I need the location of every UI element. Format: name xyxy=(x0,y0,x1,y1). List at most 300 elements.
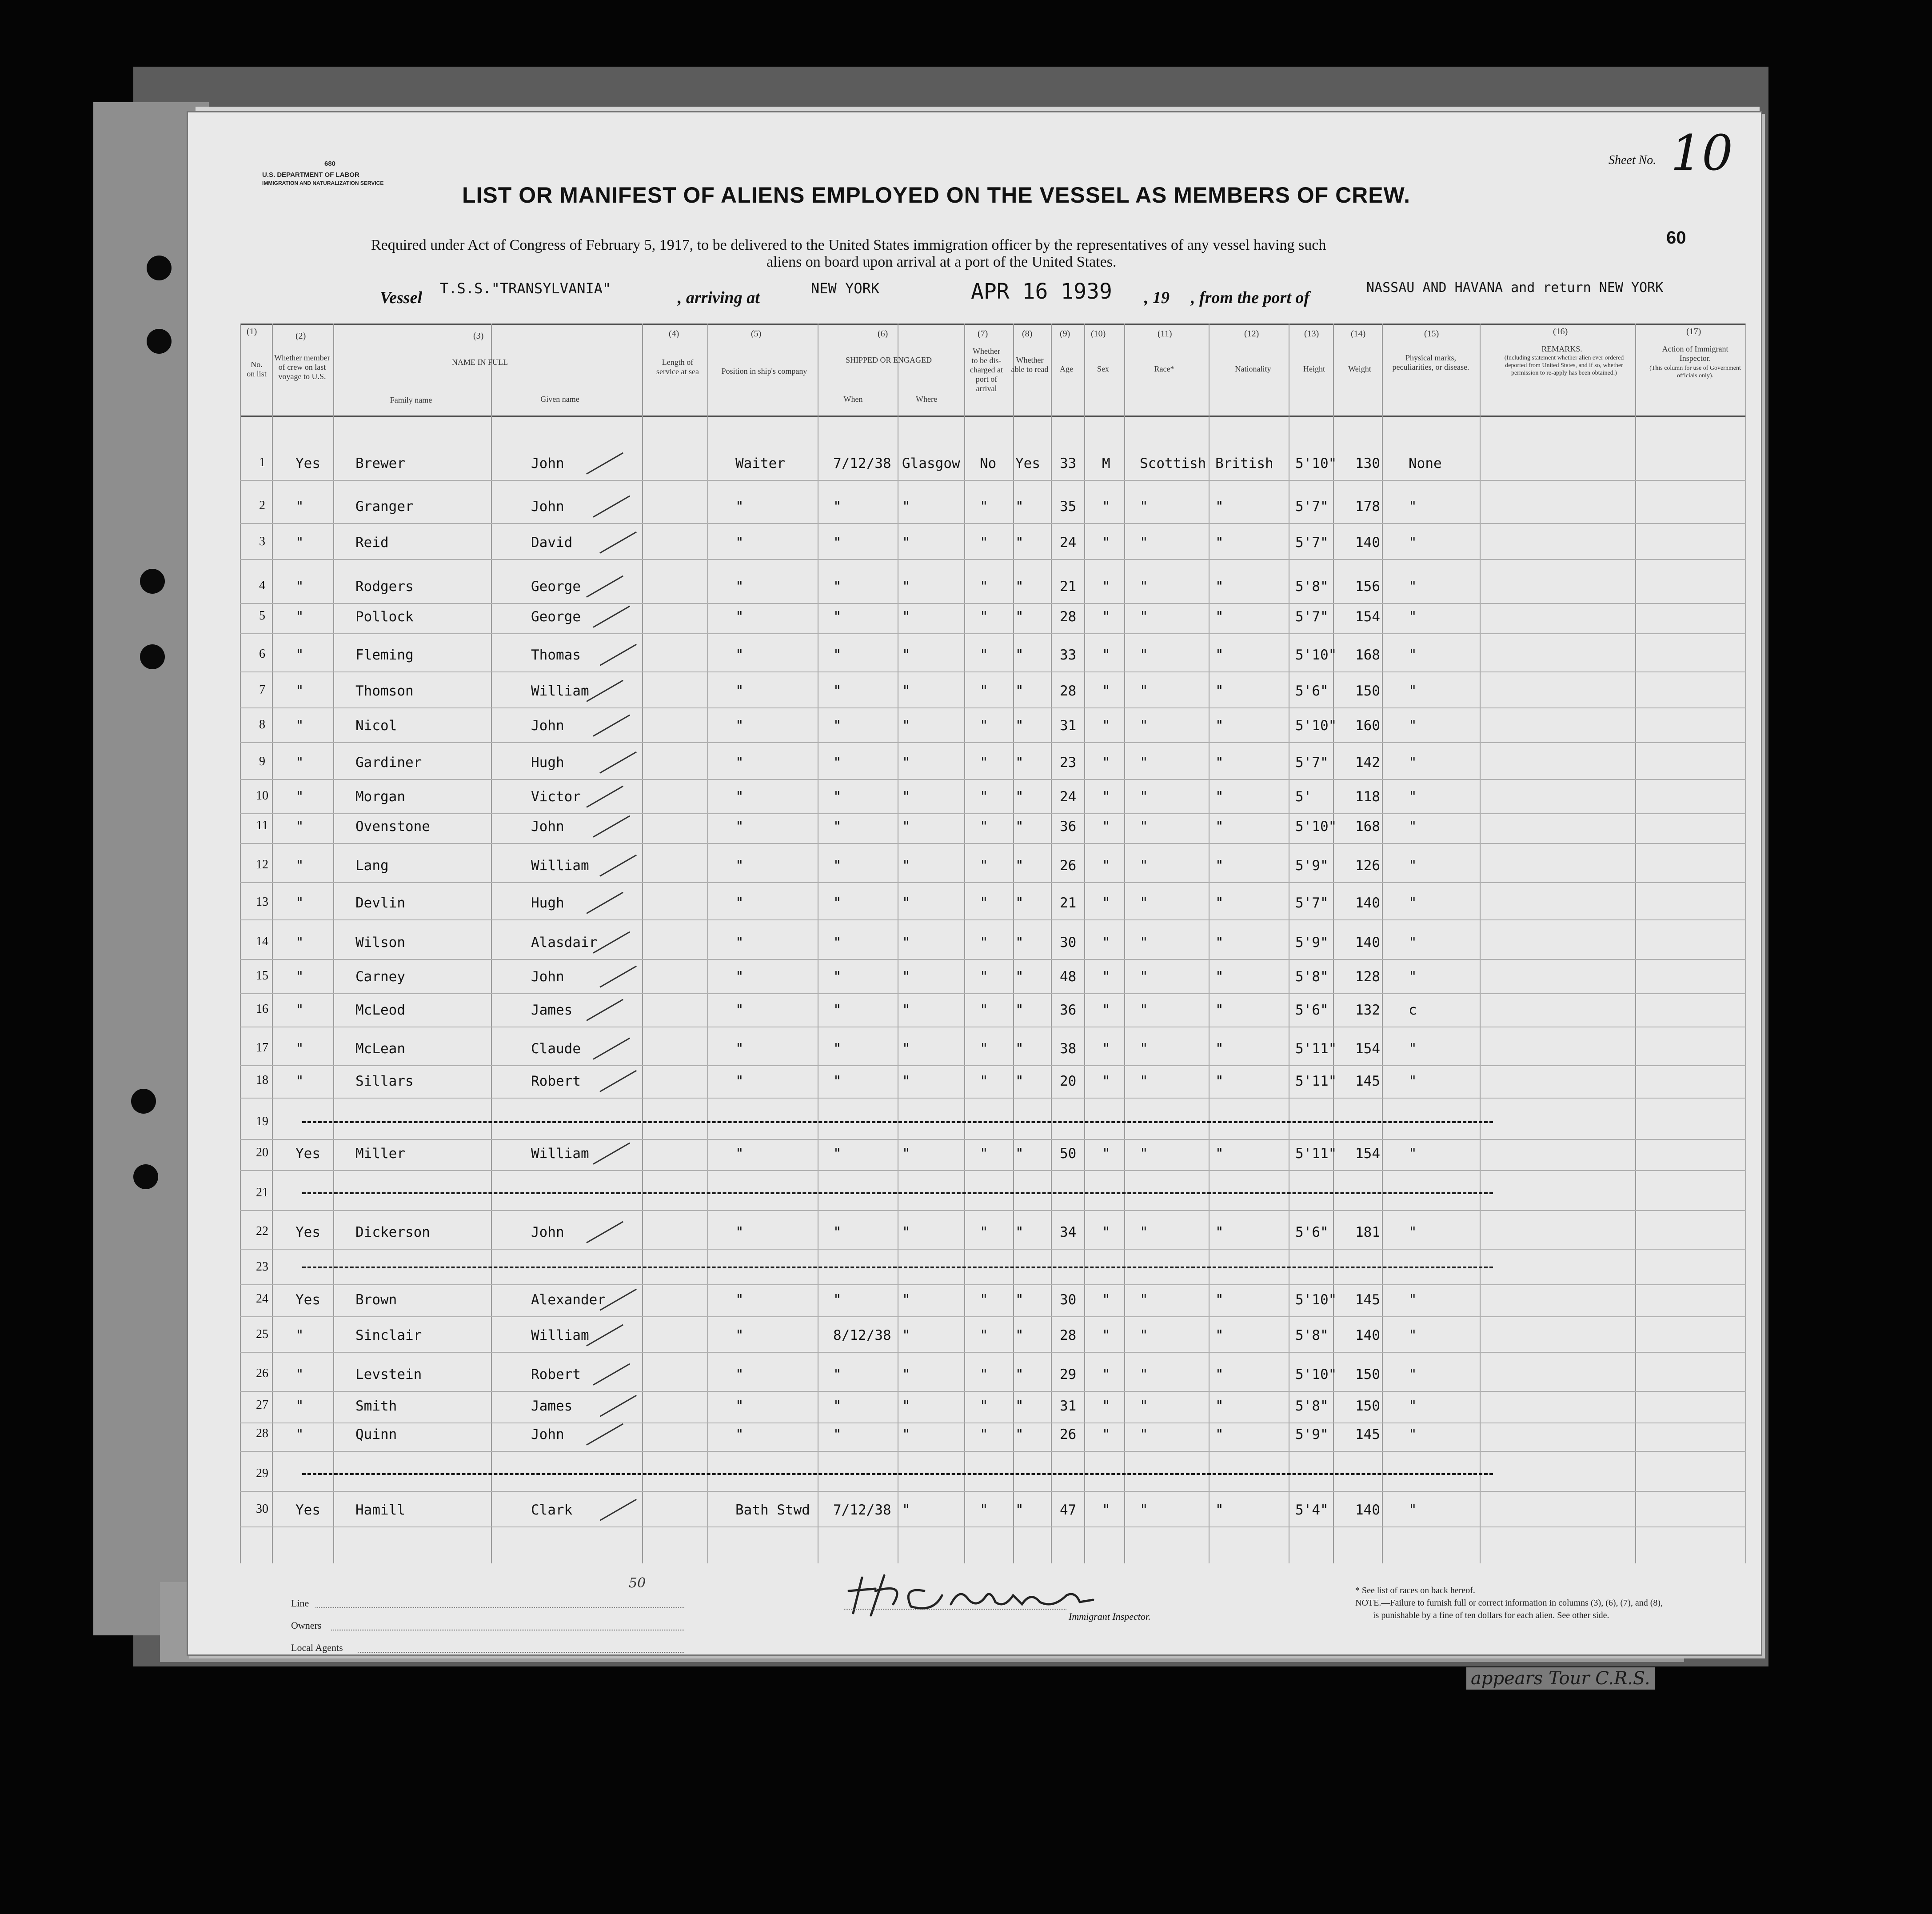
position: " xyxy=(735,789,744,805)
height: 5'11" xyxy=(1295,1146,1337,1162)
age: 24 xyxy=(1060,789,1077,805)
shipped-when: " xyxy=(833,1002,842,1018)
year-label: , 19 xyxy=(1144,288,1170,307)
given-name: Hugh xyxy=(531,895,564,911)
height: 5'10" xyxy=(1295,647,1337,663)
race: " xyxy=(1140,535,1148,551)
weight: 140 xyxy=(1355,535,1380,551)
sex: M xyxy=(1102,456,1110,472)
crew-member-flag: " xyxy=(295,789,304,805)
crew-member-flag: Yes xyxy=(295,456,320,472)
nationality: " xyxy=(1215,1146,1224,1162)
physical-marks: " xyxy=(1409,969,1417,985)
col-num-2: (2) xyxy=(295,331,306,341)
discharged: " xyxy=(980,579,988,595)
sex: " xyxy=(1102,789,1110,805)
physical-marks: c xyxy=(1409,1002,1417,1018)
col-head-position: Position in ship's company xyxy=(721,367,807,376)
subtitle-line-2: aliens on board upon arrival at a port of the United States. xyxy=(766,254,1117,270)
crew-member-flag: " xyxy=(295,499,304,515)
able-to-read: " xyxy=(1015,647,1024,663)
col-num-11: (11) xyxy=(1158,329,1172,339)
row-number: 24 xyxy=(256,1292,268,1306)
able-to-read: " xyxy=(1015,535,1024,551)
physical-marks: " xyxy=(1409,535,1417,551)
grid-line xyxy=(240,324,241,1563)
vessel-label: Vessel xyxy=(380,288,422,307)
sheet-no-label: Sheet No. xyxy=(1609,153,1657,167)
shipped-where: " xyxy=(902,755,910,771)
age: 31 xyxy=(1060,1398,1077,1414)
family-name: Hamill xyxy=(355,1502,405,1518)
given-name: John xyxy=(531,1224,564,1240)
shipped-where: " xyxy=(902,819,910,835)
row-number: 3 xyxy=(259,535,265,548)
row-rule xyxy=(240,1352,1746,1353)
nationality: " xyxy=(1215,789,1224,805)
grid-line xyxy=(1745,324,1746,1563)
family-name: Rodgers xyxy=(355,579,414,595)
nationality: " xyxy=(1215,1002,1224,1018)
sex: " xyxy=(1102,1224,1110,1240)
family-name: Levstein xyxy=(355,1367,422,1383)
able-to-read: " xyxy=(1015,789,1024,805)
col-num-4: (4) xyxy=(669,329,679,339)
weight: 128 xyxy=(1355,969,1380,985)
height: 5'8" xyxy=(1295,1398,1329,1414)
crew-member-flag: " xyxy=(295,895,304,911)
shipped-when: " xyxy=(833,683,842,699)
race: " xyxy=(1140,789,1148,805)
crew-member-flag: " xyxy=(295,1002,304,1018)
physical-marks: " xyxy=(1409,819,1417,835)
nationality: " xyxy=(1215,1292,1224,1308)
family-name: McLean xyxy=(355,1041,405,1057)
height: 5'9" xyxy=(1295,1427,1329,1442)
shipped-where: " xyxy=(902,935,910,951)
height: 5'9" xyxy=(1295,935,1329,951)
discharged: " xyxy=(980,1002,988,1018)
weight: 154 xyxy=(1355,1146,1380,1162)
shipped-when: " xyxy=(833,858,842,874)
race: " xyxy=(1140,1327,1148,1343)
family-name: Thomson xyxy=(355,683,414,699)
weight: 150 xyxy=(1355,683,1380,699)
col-num-17: (17) xyxy=(1686,327,1701,336)
crew-member-flag: Yes xyxy=(295,1146,320,1162)
sex: " xyxy=(1102,895,1110,911)
col-num-13: (13) xyxy=(1304,329,1319,339)
given-name: William xyxy=(531,683,589,699)
row-number: 28 xyxy=(256,1427,268,1440)
crew-member-flag: Yes xyxy=(295,1502,320,1518)
physical-marks: " xyxy=(1409,609,1417,625)
age: 30 xyxy=(1060,935,1077,951)
family-name: Morgan xyxy=(355,789,405,805)
physical-marks: " xyxy=(1409,579,1417,595)
col-head-read: Whether able to read xyxy=(1011,356,1049,374)
shipped-when: " xyxy=(833,1292,842,1308)
physical-marks: None xyxy=(1409,456,1442,472)
arriving-label: , arriving at xyxy=(678,288,760,307)
agency-line-2: IMMIGRATION AND NATURALIZATION SERVICE xyxy=(262,180,384,186)
grid-line xyxy=(1124,324,1125,1563)
height: 5'6" xyxy=(1295,1224,1329,1240)
row-number: 26 xyxy=(256,1367,268,1380)
row-number: 29 xyxy=(256,1466,268,1480)
sex: " xyxy=(1102,935,1110,951)
shipped-when: 8/12/38 xyxy=(833,1327,891,1343)
race: " xyxy=(1140,1502,1148,1518)
age: 36 xyxy=(1060,819,1077,835)
nationality: " xyxy=(1215,935,1224,951)
footer-agents-label: Local Agents xyxy=(291,1642,343,1653)
discharged: " xyxy=(980,1502,988,1518)
crew-member-flag: " xyxy=(295,718,304,734)
row-number: 13 xyxy=(256,895,268,909)
given-name: George xyxy=(531,579,581,595)
able-to-read: " xyxy=(1015,1224,1024,1240)
age: 28 xyxy=(1060,609,1077,625)
sex: " xyxy=(1102,718,1110,734)
height: 5'4" xyxy=(1295,1502,1329,1518)
nationality: " xyxy=(1215,895,1224,911)
row-rule xyxy=(240,1526,1746,1527)
family-name: Sinclair xyxy=(355,1327,422,1343)
tally-note: 50 xyxy=(629,1575,646,1591)
cancel-line xyxy=(302,1192,1493,1194)
able-to-read: " xyxy=(1015,1002,1024,1018)
row-rule xyxy=(240,1391,1746,1392)
row-number: 25 xyxy=(256,1327,268,1341)
sex: " xyxy=(1102,1292,1110,1308)
shipped-where: " xyxy=(902,1502,910,1518)
age: 28 xyxy=(1060,683,1077,699)
position: " xyxy=(735,1398,744,1414)
able-to-read: " xyxy=(1015,1427,1024,1442)
physical-marks: " xyxy=(1409,1041,1417,1057)
height: 5'11" xyxy=(1295,1041,1337,1057)
given-name: William xyxy=(531,1327,589,1343)
given-name: John xyxy=(531,969,564,985)
row-number: 30 xyxy=(256,1502,268,1516)
physical-marks: " xyxy=(1409,1224,1417,1240)
family-name: Smith xyxy=(355,1398,397,1414)
shipped-when: " xyxy=(833,718,842,734)
grid-line xyxy=(1013,324,1014,1563)
row-rule xyxy=(240,1065,1746,1066)
given-name: James xyxy=(531,1398,573,1414)
crew-member-flag: " xyxy=(295,1398,304,1414)
given-name: Clark xyxy=(531,1502,573,1518)
family-name: Dickerson xyxy=(355,1224,430,1240)
penalty-note-2: is punishable by a fine of ten dollars for each alien. See other side. xyxy=(1373,1610,1609,1620)
family-name: Reid xyxy=(355,535,389,551)
position: " xyxy=(735,819,744,835)
discharged: " xyxy=(980,1292,988,1308)
row-number: 6 xyxy=(259,647,265,661)
nationality: " xyxy=(1215,1367,1224,1383)
col-head-given: Given name xyxy=(540,395,579,404)
punch-hole-3 xyxy=(140,569,165,594)
given-name: Alasdair xyxy=(531,935,598,951)
race: " xyxy=(1140,647,1148,663)
weight: 140 xyxy=(1355,895,1380,911)
row-rule xyxy=(240,1139,1746,1140)
race: " xyxy=(1140,1073,1148,1089)
footer-line-dots xyxy=(315,1607,684,1608)
discharged: " xyxy=(980,535,988,551)
weight: 156 xyxy=(1355,579,1380,595)
weight: 154 xyxy=(1355,1041,1380,1057)
race: " xyxy=(1140,969,1148,985)
age: 47 xyxy=(1060,1502,1077,1518)
sex: " xyxy=(1102,683,1110,699)
nationality: " xyxy=(1215,1502,1224,1518)
agency-line-1: U.S. DEPARTMENT OF LABOR xyxy=(262,171,359,179)
grid-line xyxy=(707,324,708,1563)
crew-member-flag: " xyxy=(295,1041,304,1057)
cancel-line xyxy=(302,1473,1493,1475)
punch-hole-4 xyxy=(140,644,165,669)
shipped-when: " xyxy=(833,535,842,551)
family-name: Fleming xyxy=(355,647,414,663)
row-rule xyxy=(240,993,1746,994)
shipped-when: " xyxy=(833,1073,842,1089)
nationality: " xyxy=(1215,718,1224,734)
nationality: " xyxy=(1215,858,1224,874)
given-name: Victor xyxy=(531,789,581,805)
weight: 181 xyxy=(1355,1224,1380,1240)
race: " xyxy=(1140,1041,1148,1057)
crew-member-flag: Yes xyxy=(295,1292,320,1308)
physical-marks: " xyxy=(1409,1327,1417,1343)
weight: 126 xyxy=(1355,858,1380,874)
discharged: " xyxy=(980,718,988,734)
family-name: Sillars xyxy=(355,1073,414,1089)
row-number: 4 xyxy=(259,579,265,592)
shipped-when: 7/12/38 xyxy=(833,1502,891,1518)
family-name: Brewer xyxy=(355,456,405,472)
physical-marks: " xyxy=(1409,935,1417,951)
arrival-date-stamp: APR 16 1939 xyxy=(971,279,1112,304)
row-rule xyxy=(240,779,1746,780)
race: " xyxy=(1140,1292,1148,1308)
sex: " xyxy=(1102,1041,1110,1057)
crew-member-flag: " xyxy=(295,579,304,595)
position: Waiter xyxy=(735,456,785,472)
position: " xyxy=(735,1041,744,1057)
physical-marks: " xyxy=(1409,1427,1417,1442)
shipped-where: " xyxy=(902,1002,910,1018)
grid-line xyxy=(491,324,492,1563)
shipped-where: " xyxy=(902,1292,910,1308)
row-rule xyxy=(240,1491,1746,1492)
grid-line xyxy=(1480,324,1481,1563)
position: " xyxy=(735,1367,744,1383)
col-num-6: (6) xyxy=(878,329,888,339)
age: 34 xyxy=(1060,1224,1077,1240)
shipped-where: " xyxy=(902,1327,910,1343)
physical-marks: " xyxy=(1409,647,1417,663)
col-head-action-note: (This column for use of Government officials only). xyxy=(1649,365,1741,379)
physical-marks: " xyxy=(1409,718,1417,734)
nationality: British xyxy=(1215,456,1273,472)
shipped-where: " xyxy=(902,1041,910,1057)
shipped-when: " xyxy=(833,647,842,663)
discharged: " xyxy=(980,609,988,625)
crew-member-flag: " xyxy=(295,609,304,625)
nationality: " xyxy=(1215,1427,1224,1442)
position: Bath Stwd xyxy=(735,1502,810,1518)
given-name: John xyxy=(531,718,564,734)
height: 5'7" xyxy=(1295,755,1329,771)
shipped-where: " xyxy=(902,789,910,805)
grid-line xyxy=(1635,324,1636,1563)
sex: " xyxy=(1102,1367,1110,1383)
col-num-8: (8) xyxy=(1022,329,1033,339)
able-to-read: " xyxy=(1015,609,1024,625)
row-number: 23 xyxy=(256,1260,268,1274)
row-number: 21 xyxy=(256,1186,268,1199)
shipped-when: " xyxy=(833,1427,842,1442)
able-to-read: " xyxy=(1015,1398,1024,1414)
height: 5'7" xyxy=(1295,499,1329,515)
row-rule xyxy=(240,1284,1746,1285)
sex: " xyxy=(1102,1146,1110,1162)
inspector-label: Immigrant Inspector. xyxy=(1069,1611,1151,1622)
family-name: Carney xyxy=(355,969,405,985)
family-name: Devlin xyxy=(355,895,405,911)
position: " xyxy=(735,1146,744,1162)
row-rule xyxy=(240,843,1746,844)
position: " xyxy=(735,647,744,663)
shipped-where: " xyxy=(902,895,910,911)
weight: 178 xyxy=(1355,499,1380,515)
row-number: 9 xyxy=(259,755,265,768)
nationality: " xyxy=(1215,755,1224,771)
inspector-dots xyxy=(844,1609,1066,1610)
weight: 118 xyxy=(1355,789,1380,805)
shipped-when: " xyxy=(833,579,842,595)
col-head-age: Age xyxy=(1060,364,1073,373)
shipped-where: " xyxy=(902,1398,910,1414)
margin-handwritten-note: appears Tour C.R.S. xyxy=(1466,1667,1655,1690)
col-num-12: (12) xyxy=(1244,329,1259,339)
given-name: William xyxy=(531,1146,589,1162)
shipped-when: " xyxy=(833,1367,842,1383)
race: " xyxy=(1140,819,1148,835)
able-to-read: " xyxy=(1015,819,1024,835)
physical-marks: " xyxy=(1409,1367,1417,1383)
physical-marks: " xyxy=(1409,683,1417,699)
crew-member-flag: " xyxy=(295,935,304,951)
family-name: Ovenstone xyxy=(355,819,430,835)
shipped-when: " xyxy=(833,969,842,985)
col-head-remarks: REMARKS. xyxy=(1541,344,1582,353)
sex: " xyxy=(1102,1427,1110,1442)
physical-marks: " xyxy=(1409,1398,1417,1414)
able-to-read: " xyxy=(1015,895,1024,911)
age: 35 xyxy=(1060,499,1077,515)
able-to-read: " xyxy=(1015,1292,1024,1308)
col-head-family: Family name xyxy=(390,396,432,404)
footer-owners-label: Owners xyxy=(291,1620,322,1631)
grid-line xyxy=(1051,324,1052,1563)
penalty-note-1: NOTE.—Failure to furnish full or correct information in columns (3), (6), (7), and (8), xyxy=(1355,1598,1663,1608)
nationality: " xyxy=(1215,1041,1224,1057)
discharged: " xyxy=(980,647,988,663)
row-number: 12 xyxy=(256,858,268,871)
physical-marks: " xyxy=(1409,499,1417,515)
weight: 160 xyxy=(1355,718,1380,734)
shipped-where: " xyxy=(902,683,910,699)
weight: 140 xyxy=(1355,935,1380,951)
shipped-when: " xyxy=(833,1041,842,1057)
able-to-read: Yes xyxy=(1015,456,1040,472)
given-name: Hugh xyxy=(531,755,564,771)
sex: " xyxy=(1102,755,1110,771)
row-rule xyxy=(240,882,1746,883)
row-rule xyxy=(240,1170,1746,1171)
crew-member-flag: " xyxy=(295,535,304,551)
row-number: 8 xyxy=(259,718,265,731)
race: " xyxy=(1140,1367,1148,1383)
age: 28 xyxy=(1060,1327,1077,1343)
age: 20 xyxy=(1060,1073,1077,1089)
row-number: 19 xyxy=(256,1115,268,1128)
col-num-5: (5) xyxy=(751,329,762,339)
nationality: " xyxy=(1215,1224,1224,1240)
position: " xyxy=(735,1224,744,1240)
col-head-discharged: Whether to be dis-charged at port of arrival xyxy=(970,347,1003,393)
height: 5'6" xyxy=(1295,683,1329,699)
age: 26 xyxy=(1060,1427,1077,1442)
age: 36 xyxy=(1060,1002,1077,1018)
row-number: 20 xyxy=(256,1146,268,1159)
age: 29 xyxy=(1060,1367,1077,1383)
nationality: " xyxy=(1215,819,1224,835)
age: 21 xyxy=(1060,895,1077,911)
shipped-where: " xyxy=(902,1073,910,1089)
height: 5'10" xyxy=(1295,819,1337,835)
discharged: " xyxy=(980,935,988,951)
position: " xyxy=(735,969,744,985)
position: " xyxy=(735,535,744,551)
shipped-when: " xyxy=(833,935,842,951)
able-to-read: " xyxy=(1015,1327,1024,1343)
punch-hole-6 xyxy=(133,1164,158,1189)
sex: " xyxy=(1102,1398,1110,1414)
col-num-14: (14) xyxy=(1351,329,1366,339)
shipped-when: " xyxy=(833,819,842,835)
given-name: David xyxy=(531,535,573,551)
able-to-read: " xyxy=(1015,499,1024,515)
able-to-read: " xyxy=(1015,969,1024,985)
weight: 140 xyxy=(1355,1327,1380,1343)
position: " xyxy=(735,609,744,625)
physical-marks: " xyxy=(1409,895,1417,911)
weight: 145 xyxy=(1355,1427,1380,1442)
row-rule xyxy=(240,742,1746,743)
from-port-value: NASSAU AND HAVANA and return NEW YORK xyxy=(1366,280,1664,296)
given-name: Robert xyxy=(531,1367,581,1383)
row-rule xyxy=(240,603,1746,604)
col-num-7: (7) xyxy=(978,329,988,339)
footer-agents-dots xyxy=(358,1652,684,1653)
race: " xyxy=(1140,609,1148,625)
discharged: " xyxy=(980,1224,988,1240)
